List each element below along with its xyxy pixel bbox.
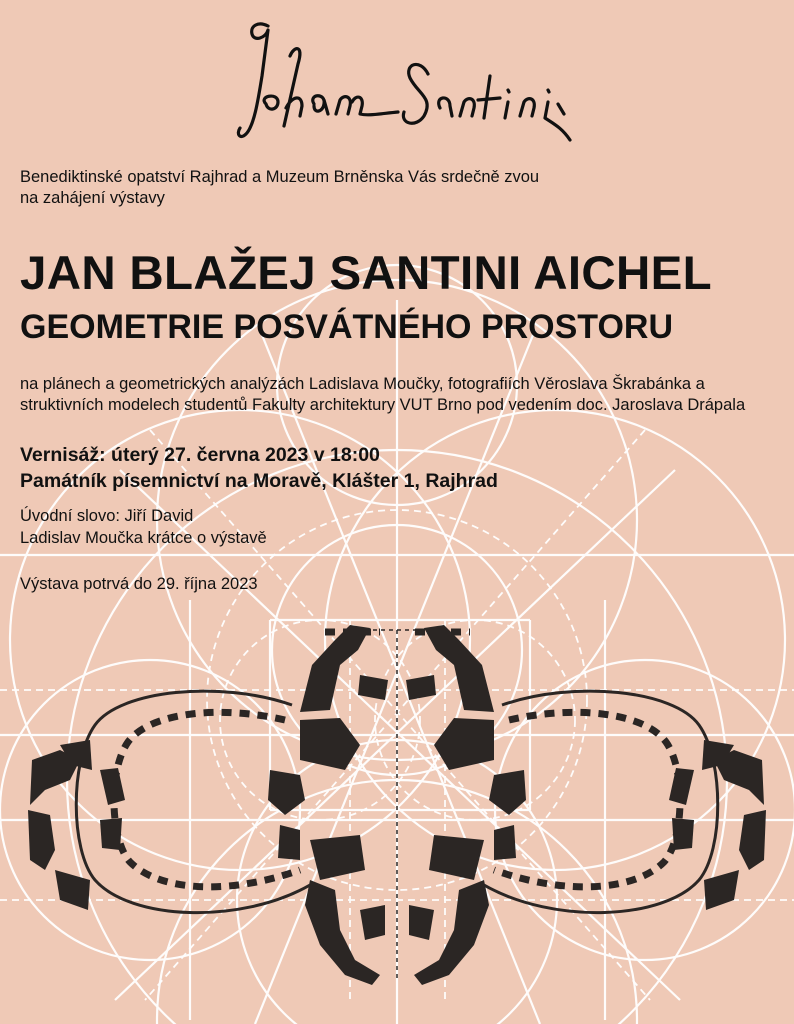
intro-line-2: na zahájení výstavy <box>20 189 165 207</box>
speakers-info <box>20 505 776 549</box>
vernissage-info <box>20 442 776 494</box>
exhibition-description <box>20 374 776 416</box>
opening-speech: Úvodní slovo: Jiří David <box>20 507 194 525</box>
short-talk: Ladislav Moučka krátce o výstavě <box>20 529 267 547</box>
invitation-intro <box>20 167 776 209</box>
exhibition-subtitle: GEOMETRIE POSVÁTNÉHO PROSTORU <box>20 308 674 346</box>
vernissage-date: Vernisáž: úterý 27. června 2023 v 18:00 <box>20 444 380 466</box>
intro-line-1: Benediktinské opatství Rajhrad a Muzeum Brněnska Vás srdečně zvou <box>20 168 540 186</box>
exhibition-duration: Výstava potrvá do 29. října 2023 <box>20 575 258 593</box>
exhibition-title: JAN BLAŽEJ SANTINI AICHEL <box>20 247 712 300</box>
vernissage-venue: Památník písemnictví na Moravě, Klášter 1, Rajhrad <box>20 470 498 492</box>
description-line-1: na plánech a geometrických analýzách Ladislava Moučky, fotografiích Věroslava Škrabánka a <box>20 375 705 393</box>
handwritten-signature <box>228 16 588 146</box>
description-line-2: struktivních modelech studentů Fakulty architektury VUT Brno pod vedením doc. Jaroslava Drápala <box>20 396 746 414</box>
